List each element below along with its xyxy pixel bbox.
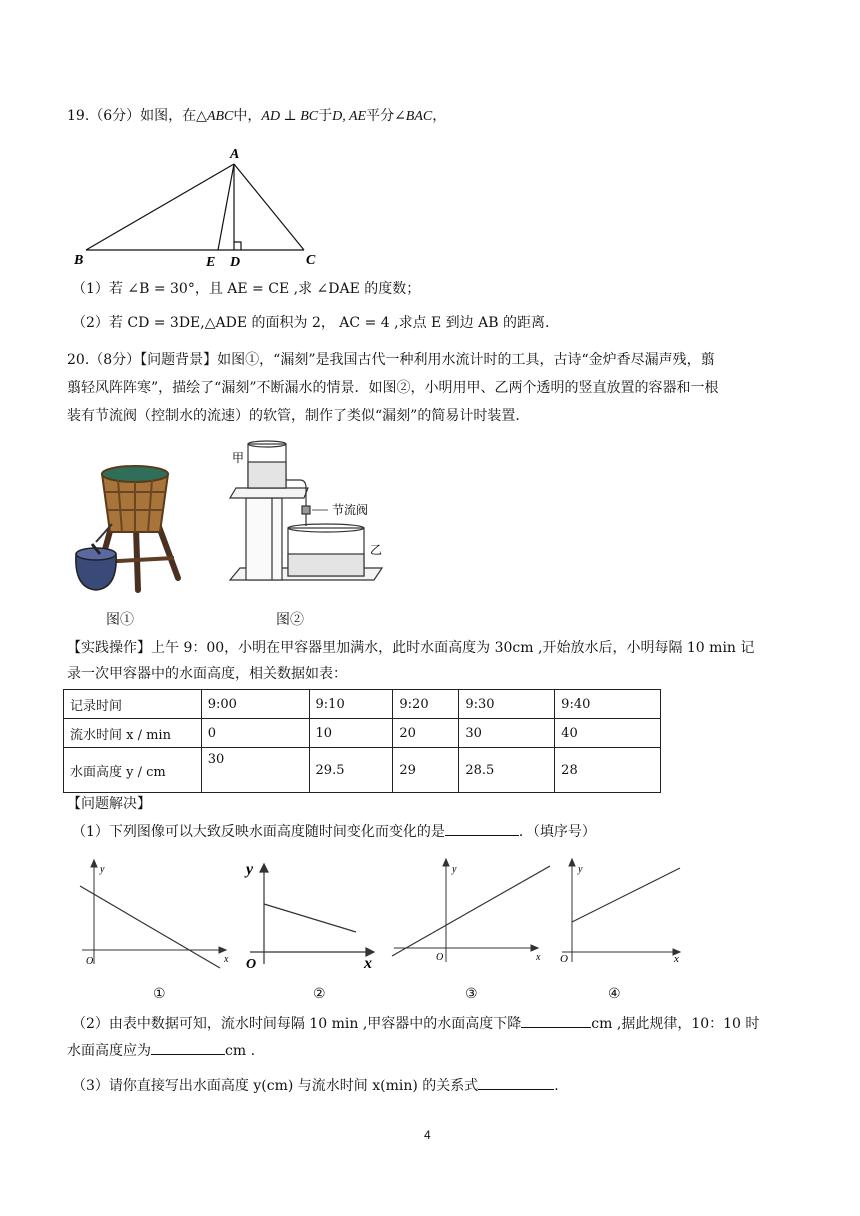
graph2-y-label: y (246, 861, 254, 878)
graph3-x-label: x (536, 952, 541, 963)
table-cell: 9:20 (393, 690, 459, 719)
record-table (63, 689, 661, 793)
label-jia: 甲 (232, 451, 245, 465)
table-cell: 9:10 (309, 690, 393, 719)
graph1-y-label: y (100, 864, 105, 875)
answer-blank-4[interactable] (478, 1075, 554, 1090)
table-cell: 9:40 (555, 690, 661, 719)
table-cell: 10 (309, 719, 393, 748)
graph-option-4 (556, 856, 692, 968)
page-number: 4 (424, 1128, 431, 1142)
right-angle-mark (234, 242, 241, 250)
solve-header: 【问题解决】 (67, 796, 151, 812)
graph2-x-label: x (364, 955, 372, 970)
table-cell: 流水时间 x / min (64, 719, 202, 748)
answer-blank-1[interactable] (445, 821, 519, 836)
sub-question-2-line1: （2）由表中数据可知，流水时间每隔 10 min ,甲容器中的水面高度下降 cm ,据此规律，10：10 时 (72, 1013, 759, 1034)
q19-stem: 19.（6分）如图，在△ABC中，AD ⊥ BC于D, AE平分∠BAC， (67, 108, 447, 124)
graph2-number: ② (313, 986, 326, 1002)
table-cell: 9:30 (459, 690, 555, 719)
water-clock-illustration (66, 458, 196, 598)
sub-question-3: （3）请你直接写出水面高度 y(cm) 与流水时间 x(min) 的关系式 . (72, 1075, 559, 1096)
table-cell: 20 (393, 719, 459, 748)
graph4-origin-label: O (560, 953, 568, 965)
table-cell: 9:00 (201, 690, 309, 719)
timer-apparatus-figure (226, 440, 386, 594)
graph1-origin-label: O (86, 956, 94, 967)
q20-intro-line2: 翦轻风阵阵寒”，描绘了“漏刻”不断漏水的情景．如图②，小明用甲、乙两个透明的竖直放置的容器和一根 (67, 380, 719, 396)
q20-intro-line3: 装有节流阀（控制水的流速）的软管，制作了类似“漏刻”的简易计时装置． (67, 408, 530, 424)
sub-question-1: （1）下列图像可以大致反映水面高度随时间变化而变化的是 ．（填序号） (72, 821, 596, 842)
practice-line2: 录一次甲容器中的水面高度，相关数据如表： (67, 666, 347, 682)
label-valve: 节流阀 (332, 503, 369, 517)
graph3-number: ③ (465, 986, 478, 1002)
graph4-x-label: x (674, 953, 679, 965)
q19-part1: （1）若 ∠B = 30°，且 AE = CE ,求 ∠DAE 的度数； (72, 281, 421, 297)
answer-blank-3[interactable] (151, 1040, 225, 1055)
label-d: D (230, 255, 241, 270)
figure1-caption: 图① (106, 612, 134, 628)
table-cell: 28.5 (459, 748, 555, 793)
graph3-origin-label: O (436, 952, 444, 963)
table-row (64, 690, 661, 719)
table-row (64, 719, 661, 748)
q20-intro-line1: 20.（8分）【问题背景】如图①，“漏刻”是我国古代一种利用水流计时的工具，古诗“金炉香尽漏声残，翦 (67, 352, 715, 368)
q19-part2: （2）若 CD = 3DE,△ADE 的面积为 2， AC = 4 ,求点 E 到边 AB 的距离. (72, 315, 550, 331)
table-row (64, 748, 661, 793)
graph1-number: ① (153, 986, 166, 1002)
graph2-origin-label: O (246, 957, 257, 970)
triangle-figure (70, 140, 330, 270)
table-cell: 0 (201, 719, 309, 748)
table-cell: 记录时间 (64, 690, 202, 719)
table-cell: 28 (555, 748, 661, 793)
graph3-y-label: y (452, 864, 457, 875)
table-cell: 40 (555, 719, 661, 748)
answer-blank-2[interactable] (521, 1013, 591, 1028)
segment-ab (86, 164, 234, 250)
table-cell: 30 (459, 719, 555, 748)
table-cell: 29 (393, 748, 459, 793)
graph4-number: ④ (608, 986, 621, 1002)
label-c: C (306, 253, 316, 268)
figure2-caption: 图② (276, 612, 304, 628)
table-cell: 29.5 (309, 748, 393, 793)
segment-ac (234, 164, 304, 250)
label-yi: 乙 (370, 543, 383, 557)
table-cell: 水面高度 y / cm (64, 748, 202, 793)
label-e: E (206, 255, 216, 270)
segment-ae (218, 164, 234, 250)
sub-question-2-line2: 水面高度应为 cm . (67, 1040, 255, 1061)
practice-line1: 【实践操作】上午 9：00，小明在甲容器里加满水，此时水面高度为 30cm ,开始放水后，小明每隔 10 min 记 (67, 640, 755, 656)
graph1-x-label: x (224, 954, 229, 965)
graph4-y-label: y (578, 864, 583, 875)
label-b: B (74, 253, 84, 268)
graph-option-3 (390, 856, 550, 968)
label-a: A (230, 147, 240, 162)
graph-option-2 (238, 852, 384, 970)
table-cell: 30 (201, 748, 309, 793)
graph-option-1 (76, 858, 236, 970)
